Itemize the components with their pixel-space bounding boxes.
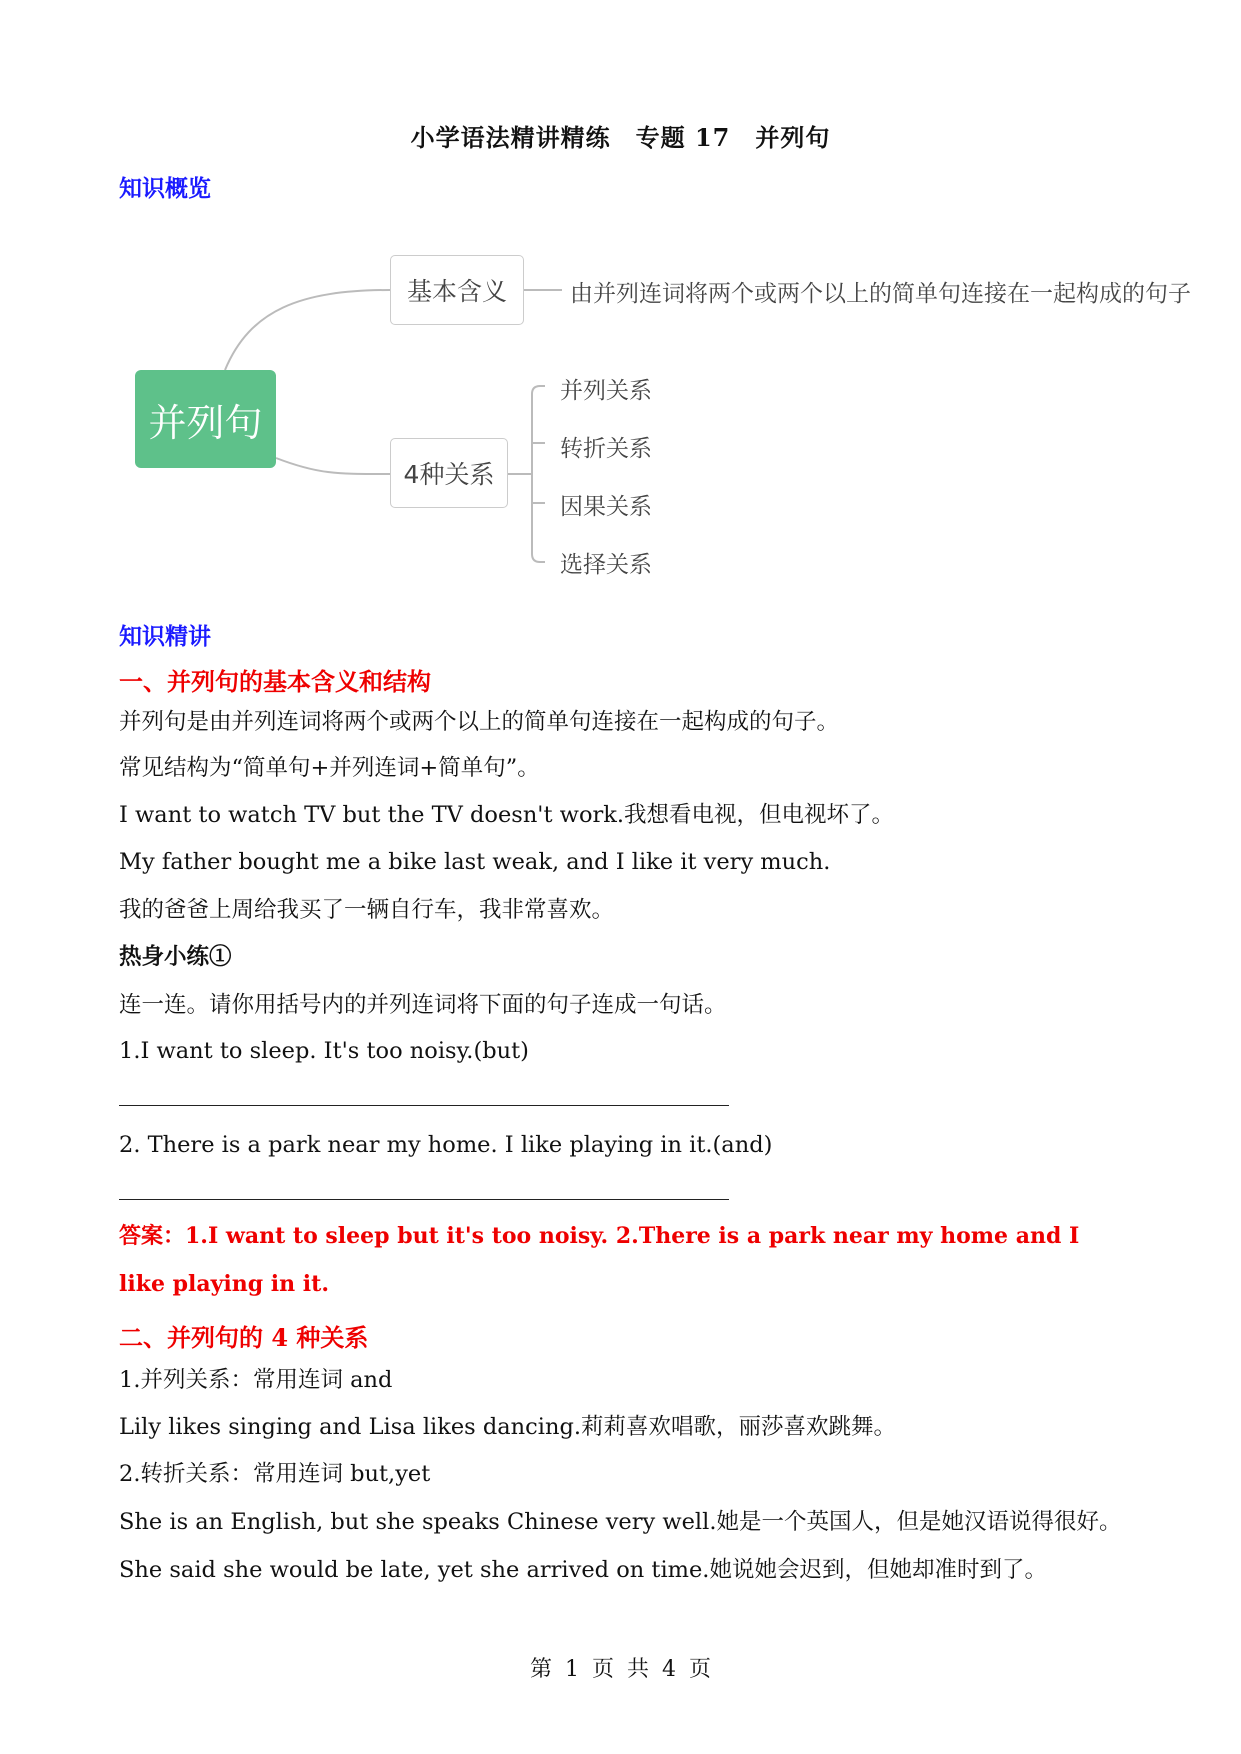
answer-blank-1 [119, 1105, 729, 1106]
exercise-instruction: 连一连。请你用括号内的并列连词将下面的句子连成一句话。 [119, 992, 727, 1018]
section1-line: I want to watch TV but the TV doesn't work.我想看电视，但电视坏了。 [119, 802, 895, 828]
section1-line: 并列句是由并列连词将两个或两个以上的简单句连接在一起构成的句子。 [119, 709, 840, 735]
exercise-question-1: 1.I want to sleep. It's too noisy.(but) [119, 1038, 529, 1064]
section2-heading: 二、并列句的 4 种关系 [119, 1323, 369, 1352]
answer-blank-2 [119, 1199, 729, 1200]
section2-line: 1.并列关系：常用连词 and [119, 1367, 393, 1393]
mindmap-relation-item: 并列关系 [560, 378, 652, 404]
mindmap-connectors [0, 0, 1241, 620]
mindmap [0, 0, 1241, 620]
page-footer: 第 1 页 共 4 页 [530, 1657, 711, 1682]
mindmap-relation-item: 选择关系 [560, 552, 652, 578]
section1-line: 我的爸爸上周给我买了一辆自行车，我非常喜欢。 [119, 897, 615, 923]
section1-line: My father bought me a bike last weak, and I like it very much. [119, 849, 831, 875]
exercise-heading: 热身小练① [119, 944, 232, 970]
mindmap-relation-item: 转折关系 [560, 436, 652, 462]
mindmap-relation-item: 因果关系 [560, 494, 652, 520]
mindmap-node-meaning: 基本含义 [390, 255, 524, 325]
section2-line: She is an English, but she speaks Chinese very well.她是一个英国人，但是她汉语说得很好。 [119, 1509, 1122, 1535]
section2-line: Lily likes singing and Lisa likes dancing.莉莉喜欢唱歌，丽莎喜欢跳舞。 [119, 1414, 897, 1440]
overview-heading: 知识概览 [119, 175, 211, 202]
mindmap-root-node: 并列句 [135, 370, 276, 468]
exercise-question-2: 2. There is a park near my home. I like playing in it.(and) [119, 1132, 773, 1158]
detail-heading: 知识精讲 [119, 623, 211, 650]
mindmap-meaning-text: 由并列连词将两个或两个以上的简单句连接在一起构成的句子 [570, 281, 1191, 307]
section1-heading: 一、并列句的基本含义和结构 [119, 667, 431, 696]
section2-line: She said she would be late, yet she arrived on time.她说她会迟到，但她却准时到了。 [119, 1557, 1047, 1583]
mindmap-node-relations: 4种关系 [390, 438, 508, 508]
section1-line: 常见结构为“简单句+并列连词+简单句”。 [119, 755, 540, 781]
page-title: 小学语法精讲精练 专题 17 并列句 [410, 123, 831, 152]
exercise-answer: 答案：1.I want to sleep but it's too noisy. 2.There is a park near my home and I like playing in it. [119, 1223, 1080, 1297]
section2-line: 2.转折关系：常用连词 but,yet [119, 1461, 431, 1487]
